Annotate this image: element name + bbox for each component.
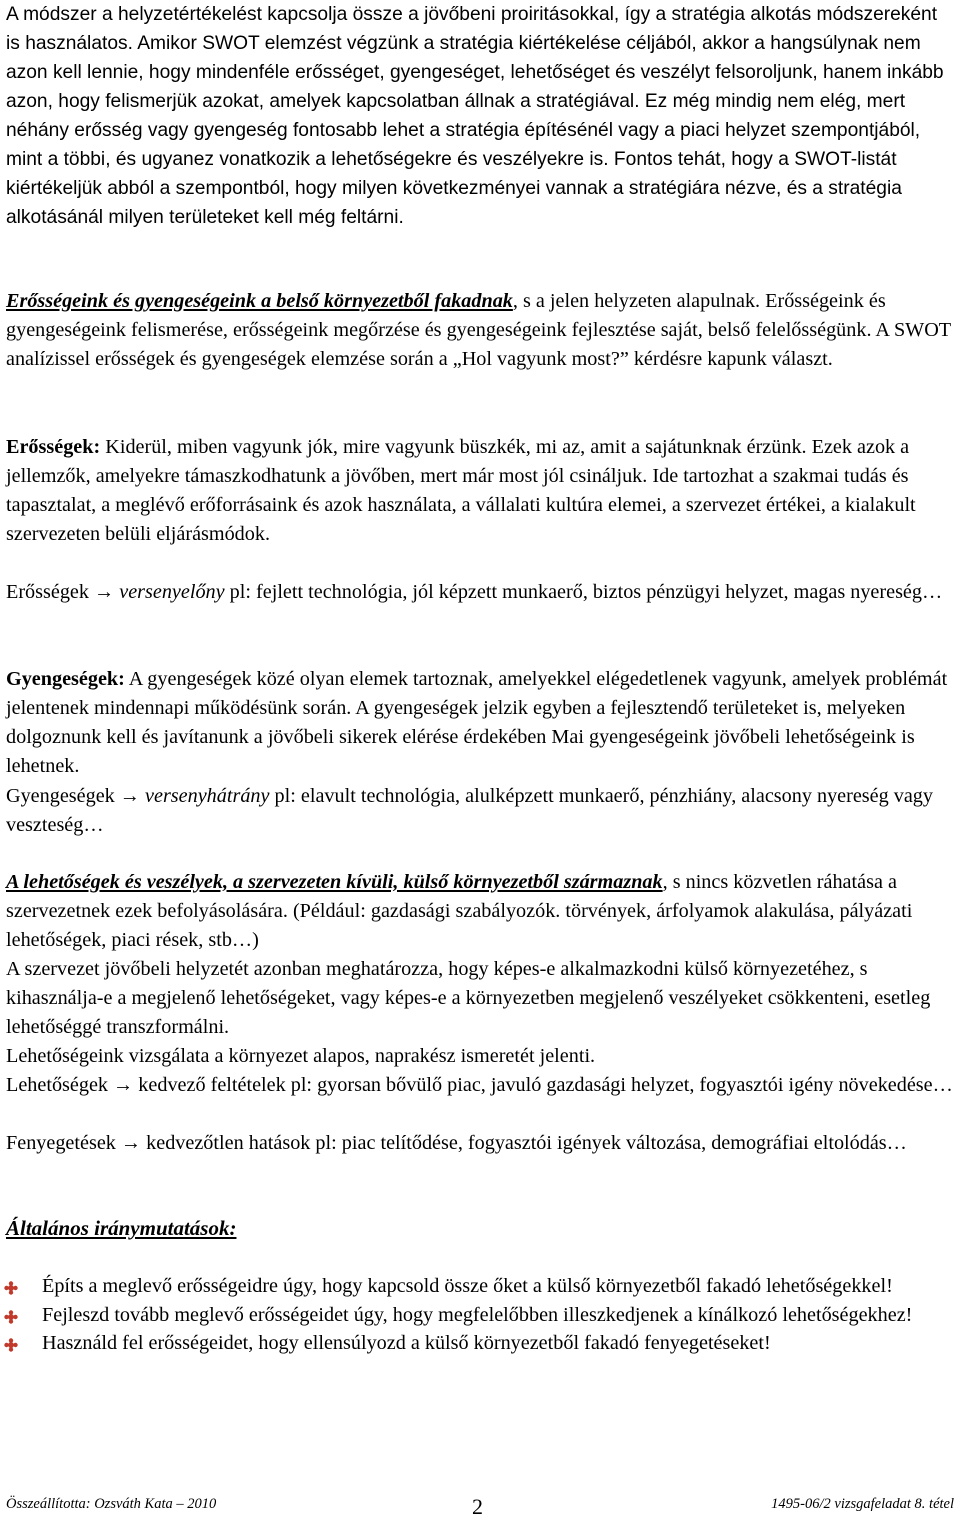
external-adaptation-paragraph: A szervezet jövőbeli helyzetét azonban meghatározza, hogy képes-e alkalmazkodni külső környezetéhez, s kihasználja-e a megjelenő lehetőségeket, vagy képes-e a környezetben megjelenő veszélyeket csökkenteni, esetleg lehetőséggé transzformálni. — [6, 958, 931, 1038]
external-text: , s nincs közvetlen ráhatása a szervezetnek ezek befolyásolására. (Például: gazdasági szabályozók. törvények, árfolyamok alakulása, pályázati lehetőségek, piaci rések, stb…) — [6, 871, 913, 951]
external-threats-line: Fenyegetések → kedvezőtlen hatások pl: piac telítődése, fogyasztói igények változása, demográfiai eltolódás… — [6, 1132, 907, 1154]
weaknesses-paragraph — [6, 665, 954, 781]
strengths-arrow-post: pl: fejlett technológia, jól képzett munkaerő, biztos pénzügyi helyzet, magas nyereség… — [224, 581, 943, 603]
external-favorable-line: Lehetőségek → kedvező feltételek pl: gyorsan bővülő piac, javuló gazdasági helyzet, fogyasztói igény növekedése… — [6, 1074, 953, 1096]
guideline-text: Fejleszd tovább meglevő erősségeidet úgy, hogy megfelelőbben illeszkedjenek a kínálkozó lehetőségekhez! — [42, 1303, 913, 1326]
weaknesses-arrow-post: pl: elavult technológia, alulképzett munkaerő, pénzhiány, alacsony nyereség vagy veszteség… — [6, 785, 933, 836]
guidelines-list — [0, 1272, 958, 1358]
flower-bullet-icon — [4, 1281, 18, 1295]
weaknesses-text: A gyengeségek közé olyan elemek tartoznak, amelyekkel elégedetlenek vagyunk, amelyek problémát jelentenek mindennapi működésünk során. A gyengeségek jelzik egyben a fejlesztendő területeket is, melyeken dolgoznunk kell és javítanunk a jövőbeli sikerek elérése érdekében Mai gyengeségeink jövőbeli lehetőségeink is lehetnek. — [6, 668, 948, 777]
strengths-text: Kiderül, miben vagyunk jók, mire vagyunk büszkék, mi az, amit a sajátunknak érzünk. Ezek azok a jellemzők, amelyekre támaszkodhatunk a jövőben, mert már most jól csináljuk. Ide tartozhat a szakmai tudás és tapasztalat, a meglévő erőforrásaink és azok használata, a vállalati kultúra elemei, a szervezet értékei, a kialakult szervezeten belüli eljárásmódok. — [6, 436, 916, 545]
flower-bullet-icon — [4, 1338, 18, 1352]
flower-bullet-icon — [4, 1310, 18, 1324]
guidelines-heading: Általános iránymutatások: — [6, 1216, 237, 1240]
guideline-text: Építs a meglevő erősségeidre úgy, hogy kapcsold össze őket a külső környezetből fakadó lehetőségekkel! — [42, 1275, 893, 1297]
strengths-arrow-pre: Erősségek → — [6, 581, 120, 603]
page-number: 2 — [472, 1494, 483, 1519]
footer-author: Összeállította: Ozsváth Kata – 2010 — [6, 1496, 217, 1512]
internal-lead: Erősségeink és gyengeségeink a belső környezetből fakadnak — [6, 290, 513, 312]
weaknesses-arrow-pre: Gyengeségek → — [6, 785, 146, 807]
internal-environment-paragraph — [6, 287, 954, 374]
strengths-arrow-term: versenyelőny — [119, 581, 225, 603]
strengths-advantage-line — [6, 578, 954, 607]
weaknesses-label: Gyengeségek: — [6, 668, 125, 690]
external-opportunities-line: Lehetőségeink vizsgálata a környezet alapos, naprakész ismeretét jelenti. — [6, 1045, 596, 1067]
intro-paragraph: A módszer a helyzetértékelést kapcsolja össze a jövőbeni proiritásokkal, így a stratégia alkotás módszereként is használatos. Amikor SWOT elemzést végzünk a stratégia kiértékelése céljából, akkor a hangsúlynak nem azon kell lennie, hogy mindenféle erősséget, gyengeséget, lehetőséget és veszélyt felsoroljunk, hanem inkább azon, hogy felismerjük azokat, amelyek kapcsolatban állnak a stratégiával. Ez még mindig nem elég, mert néhány erősség vagy gyengeség fontosabb lehet a stratégia építésénél vagy a piaci helyzet szempontjából, mint a többi, és ugyanez vonatkozik a lehetőségekre és veszélyekre is. Fontos tehát, hogy a SWOT-listát kiértékeljük abból a szempontból, hogy milyen következményei vannak a stratégiára nézve, és a stratégia alkotásánál milyen területeket kell még feltárni. — [6, 4, 944, 228]
weaknesses-disadvantage-line — [6, 782, 954, 840]
strengths-label: Erősségek: — [6, 436, 101, 458]
external-lead: A lehetőségek és veszélyek, a szervezeten kívüli, külső környezetből származnak — [6, 871, 663, 893]
internal-text: , s a jelen helyzeten alapulnak. Erősségeink és gyengeségeink felismerése, erősségeink megőrzése és gyengeségeink fejlesztése saját, belső felelősségünk. A SWOT analízissel erősségek és gyengeségek elemzése során a „Hol vagyunk most?” kérdésre kapunk választ. — [6, 290, 951, 370]
weaknesses-arrow-term: versenyhátrány — [145, 785, 270, 807]
strengths-paragraph — [6, 433, 954, 549]
guideline-item — [0, 1329, 958, 1358]
external-environment-paragraph — [6, 868, 954, 955]
guideline-item — [0, 1301, 958, 1330]
guideline-item — [0, 1272, 958, 1301]
guideline-text: Használd fel erősségeidet, hogy ellensúlyozd a külső környezetből fakadó fenyegetéseket! — [42, 1332, 771, 1354]
footer-reference: 1495-06/2 vizsgafeladat 8. tétel — [771, 1496, 954, 1512]
